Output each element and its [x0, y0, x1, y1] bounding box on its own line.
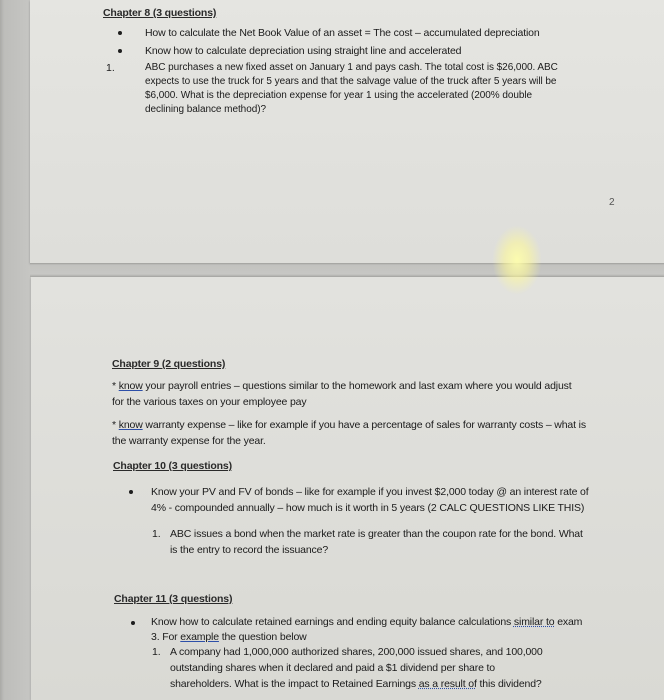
chapter-11-question-line-3: [170, 677, 542, 691]
chapter-9-item-1-line-1: [112, 379, 572, 393]
chapter-10-bullet-line-1: Know your PV and FV of bonds – like for example if you invest $2,000 today @ an interest rate of: [151, 486, 589, 498]
asterisk-marker: *: [112, 419, 116, 431]
desk-background: [0, 0, 30, 700]
chapter-11-question-line-1: A company had 1,000,000 authorized shares, 200,000 issued shares, and 100,000: [170, 646, 543, 658]
chapter-8-question-line-3: $6,000. What is the depreciation expense for year 1 using the accelerated (200% double: [145, 90, 533, 101]
chapter-8-question-line-4: declining balance method)?: [145, 104, 267, 115]
chapter-9-item-2-line-1: [112, 418, 586, 432]
chapter-10-heading: Chapter 10 (3 questions): [113, 460, 232, 472]
chapter-11-question-line-2: outstanding shares when it declared and paid a $1 dividend per share to: [170, 662, 495, 674]
grammar-flagged-text: as a result of: [418, 678, 477, 690]
bullet-text: the question below: [218, 631, 307, 643]
chapter-10-question-line-2: is the entry to record the issuance?: [170, 544, 329, 556]
know-keyword: know: [118, 380, 143, 392]
chapter-9-item-1-line-2: for the various taxes on your employee pay: [112, 396, 307, 408]
chapter-11-bullet-line-2: [151, 630, 307, 644]
page-separator: [30, 263, 664, 277]
chapter-8-question-line-1: ABC purchases a new fixed asset on January 1 and pays cash. The total cost is $26,000. ABC: [145, 62, 558, 73]
chapter-11-heading: Chapter 11 (3 questions): [114, 593, 233, 605]
bullet-text: exam: [554, 616, 583, 628]
asterisk-marker: *: [112, 380, 116, 392]
bullet-icon: [131, 621, 135, 625]
camera-glare: [492, 225, 542, 295]
chapter-9-item-2-line-2: the warranty expense for the year.: [112, 435, 266, 447]
page-number: 2: [609, 197, 615, 208]
chapter-10-bullet-line-2: 4% - compounded annually – how much is it worth in 5 years (2 CALC QUESTIONS LIKE THIS): [151, 502, 585, 514]
bullet-icon: [129, 490, 133, 494]
chapter-8-heading: Chapter 8 (3 questions): [103, 7, 217, 19]
question-number: 1.: [152, 646, 161, 658]
question-number: 1.: [152, 528, 161, 540]
know-keyword: know: [118, 419, 143, 431]
bullet-icon: [118, 31, 122, 35]
bullet-text: 3. For: [151, 631, 181, 643]
item-text: warranty expense – like for example if you have a percentage of sales for warranty costs – what is: [142, 419, 586, 431]
question-text: this dividend?: [476, 678, 542, 690]
chapter-8-bullet-2: Know how to calculate depreciation using straight line and accelerated: [145, 45, 462, 57]
chapter-8-question-line-2: expects to use the truck for 5 years and that the salvage value of the truck after 5 years will be: [145, 76, 557, 87]
bullet-icon: [118, 49, 122, 53]
chapter-11-bullet-line-1: [151, 615, 582, 629]
example-keyword: example: [180, 631, 219, 643]
chapter-10-question-line-1: ABC issues a bond when the market rate is greater than the coupon rate for the bond. What: [170, 528, 583, 540]
question-text: shareholders. What is the impact to Retained Earnings: [170, 678, 419, 690]
bullet-text: Know how to calculate retained earnings and ending equity balance calculations: [151, 616, 514, 628]
item-text: your payroll entries – questions similar to the homework and last exam where you would adjust: [142, 380, 572, 392]
question-number: 1.: [106, 62, 115, 74]
grammar-flagged-text: similar to: [513, 616, 555, 628]
chapter-8-bullet-1: How to calculate the Net Book Value of an asset = The cost – accumulated depreciation: [145, 27, 540, 39]
chapter-9-heading: Chapter 9 (2 questions): [112, 358, 226, 370]
